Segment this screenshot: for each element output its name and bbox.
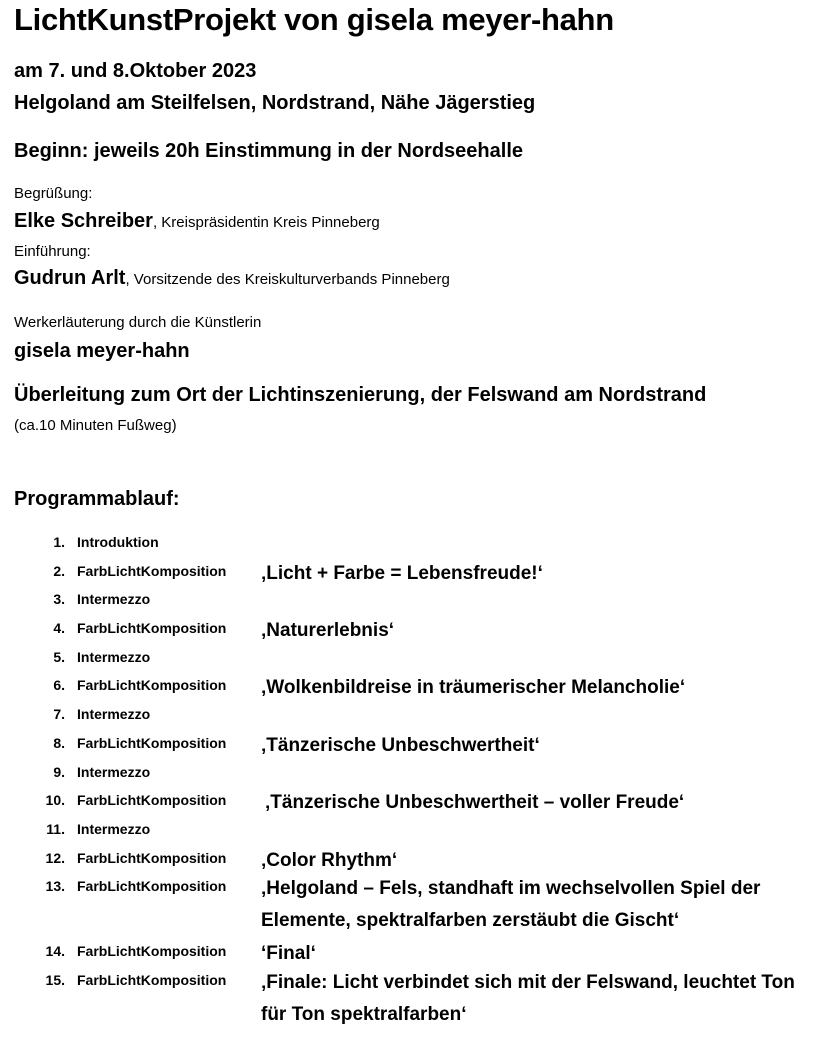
program-item bbox=[0, 817, 817, 846]
program-item bbox=[0, 559, 817, 588]
program-item-number: 12. bbox=[45, 849, 65, 866]
event-start: Beginn: jeweils 20h Einstimmung in der Nordseehalle bbox=[14, 140, 524, 162]
event-dates: am 7. und 8.Oktober 2023 bbox=[14, 60, 257, 82]
program-item-kind: FarbLichtKomposition bbox=[77, 849, 227, 866]
program-item-title: ‘Final‘ bbox=[261, 943, 316, 965]
program-item-kind: FarbLichtKomposition bbox=[77, 878, 227, 895]
program-item-number: 8. bbox=[53, 734, 65, 751]
program-item-number: 15. bbox=[45, 971, 65, 988]
program-item-title: ‚Tänzerische Unbeschwertheit‘ bbox=[261, 734, 540, 756]
program-item-kind: FarbLichtKomposition bbox=[77, 971, 227, 988]
program-item bbox=[0, 530, 817, 559]
program-item bbox=[0, 788, 817, 817]
program-item-title: ‚Naturerlebnis‘ bbox=[261, 620, 395, 642]
program-item bbox=[0, 645, 817, 674]
program-item-title: ‚Tänzerische Unbeschwertheit – voller Freude‘ bbox=[265, 792, 685, 814]
program-item bbox=[0, 731, 817, 760]
program-item-title: ‚Color Rhythm‘ bbox=[261, 849, 398, 871]
explanation-name: gisela meyer-hahn bbox=[14, 340, 190, 362]
program-item-title: ‚Wolkenbildreise in träumerischer Melancholie‘ bbox=[261, 677, 686, 699]
program-item-kind: FarbLichtKomposition bbox=[77, 677, 227, 694]
program-item-title: ‚Licht + Farbe = Lebensfreude!‘ bbox=[261, 562, 543, 584]
event-location: Helgoland am Steilfelsen, Nordstrand, Nähe Jägerstieg bbox=[14, 92, 536, 114]
program-item bbox=[0, 616, 817, 645]
program-item bbox=[0, 587, 817, 616]
program-item-number: 5. bbox=[53, 648, 65, 665]
program-item bbox=[0, 939, 817, 968]
page-title: LichtKunstProjekt von gisela meyer-hahn bbox=[14, 2, 614, 37]
transition-title: Überleitung zum Ort der Lichtinszenierung, der Felswand am Nordstrand bbox=[14, 384, 707, 406]
program-item-kind: FarbLichtKomposition bbox=[77, 620, 227, 637]
greeting-role: , Kreispräsidentin Kreis Pinneberg bbox=[152, 214, 380, 231]
program-item-title: ‚Finale: Licht verbindet sich mit der Felswand, leuchtet Ton für Ton spektralfarben‘ bbox=[261, 971, 795, 1025]
program-item-number: 11. bbox=[46, 820, 65, 837]
program-list bbox=[0, 530, 817, 1033]
transition-note: (ca.10 Minuten Fußweg) bbox=[14, 417, 177, 434]
introduction-role: , Vorsitzende des Kreiskulturverbands Pinneberg bbox=[125, 271, 450, 288]
introduction-name: Gudrun Arlt bbox=[14, 267, 126, 289]
program-item bbox=[0, 702, 817, 731]
program-item-title: ‚Helgoland – Fels, standhaft im wechselvollen Spiel der Elemente, spektralfarben zerstäubt die Gischt‘ bbox=[261, 878, 761, 932]
program-item-kind: FarbLichtKomposition bbox=[77, 734, 227, 751]
program-item-number: 2. bbox=[53, 562, 65, 579]
program-item bbox=[0, 760, 817, 789]
program-item-number: 3. bbox=[53, 591, 65, 608]
program-item-number: 6. bbox=[53, 677, 65, 694]
program-item-kind: Intermezzo bbox=[77, 763, 151, 780]
greeting-label: Begrüßung: bbox=[14, 185, 93, 202]
program-item-number: 7. bbox=[53, 706, 65, 723]
greeting-name: Elke Schreiber bbox=[14, 210, 153, 232]
greeting-line bbox=[14, 210, 380, 233]
program-item-kind: Intermezzo bbox=[77, 591, 151, 608]
program-item-number: 13. bbox=[45, 878, 65, 895]
program-item-kind: Intermezzo bbox=[77, 706, 151, 723]
introduction-label: Einführung: bbox=[14, 243, 91, 260]
explanation-line bbox=[14, 340, 190, 363]
program-item-number: 1. bbox=[53, 534, 65, 550]
program-item-kind: Intermezzo bbox=[77, 648, 151, 665]
program-heading: Programmablauf: bbox=[14, 488, 180, 510]
program-item bbox=[0, 874, 817, 939]
explanation-label: Werkerläuterung durch die Künstlerin bbox=[14, 314, 262, 331]
program-item-kind: FarbLichtKomposition bbox=[77, 943, 227, 960]
program-item-kind: FarbLichtKomposition bbox=[77, 792, 227, 809]
program-item bbox=[0, 846, 817, 875]
program-item-number: 4. bbox=[53, 620, 65, 637]
program-item-number: 10. bbox=[45, 792, 65, 809]
program-item bbox=[0, 968, 817, 1033]
program-item-kind: Intermezzo bbox=[77, 820, 151, 837]
program-item-number: 14. bbox=[45, 943, 65, 960]
introduction-line bbox=[14, 267, 450, 290]
program-item-kind: Introduktion bbox=[77, 534, 159, 550]
program-item bbox=[0, 673, 817, 702]
program-item-number: 9. bbox=[53, 763, 65, 780]
program-item-kind: FarbLichtKomposition bbox=[77, 562, 227, 579]
